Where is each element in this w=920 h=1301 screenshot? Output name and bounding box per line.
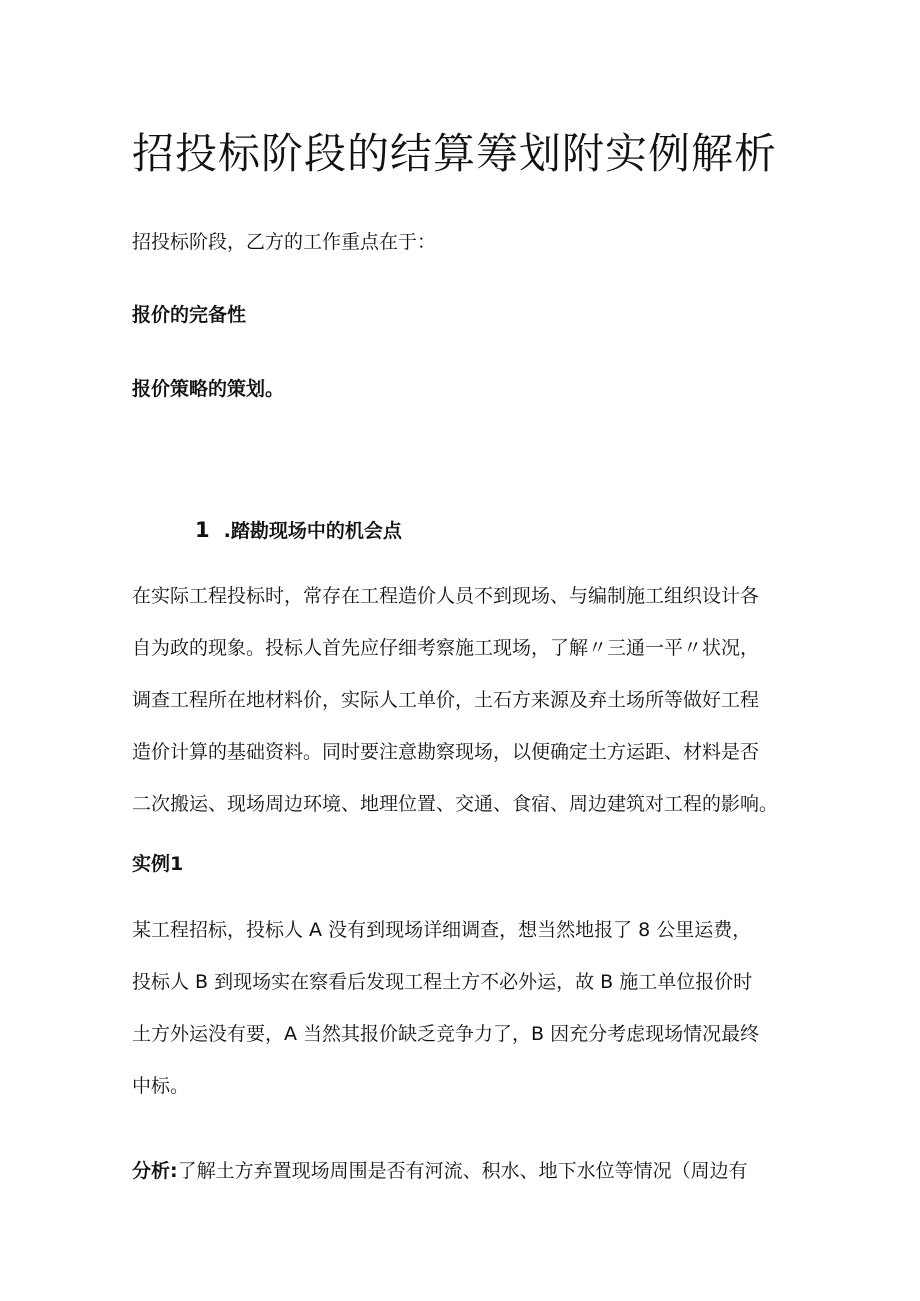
point-strategy: 报价策略的策划。 [132,378,285,400]
document-title: 招投标阶段的结算筹划附实例解析 [132,129,778,178]
analysis-text: 了解土方弃置现场周围是否有河流、积水、地下水位等情况（周边有 [177,1160,748,1182]
paragraph-line: 在实际工程投标时，常存在工程造价人员不到现场、与编制施工组织设计各 [132,585,760,607]
intro-text: 招投标阶段，乙方的工作重点在于： [132,231,437,253]
section-heading-text: .踏勘现场中的机会点 [223,520,402,542]
example-heading: 实例1 [132,853,184,875]
paragraph-line: 土方外运没有要，A 当然其报价缺乏竞争力了，B 因充分考虑现场情况最终 [132,1023,760,1045]
analysis-label: 分析: [132,1160,178,1182]
paragraph-line: 投标人 B 到现场实在察看后发现工程土方不必外运，故 B 施工单位报价时 [132,971,753,993]
paragraph-line: 自为政的现象。投标人首先应仔细考察施工现场，了解〃三通一平〃状况， [132,637,760,659]
section-heading [195,516,402,545]
paragraph-line: 造价计算的基础资料。同时要注意勘察现场，以便确定土方运距、材料是否 [132,741,760,763]
paragraph-example [132,916,802,1124]
paragraph-line: 某工程招标，投标人 A 没有到现场详细调查，想当然地报了 8 公里运费， [132,919,752,941]
section-number: 1 [195,518,210,542]
point-completeness: 报价的完备性 [132,304,247,326]
paragraph-line: 调查工程所在地材料价，实际人工单价，土石方来源及弃土场所等做好工程 [132,689,760,711]
paragraph-site-survey [132,582,802,842]
paragraph-line: 二次搬运、现场周边环境、地理位置、交通、食宿、周边建筑对工程的影响。 [132,793,779,815]
paragraph-line: 中标。 [132,1075,190,1097]
analysis-paragraph [132,1157,748,1185]
